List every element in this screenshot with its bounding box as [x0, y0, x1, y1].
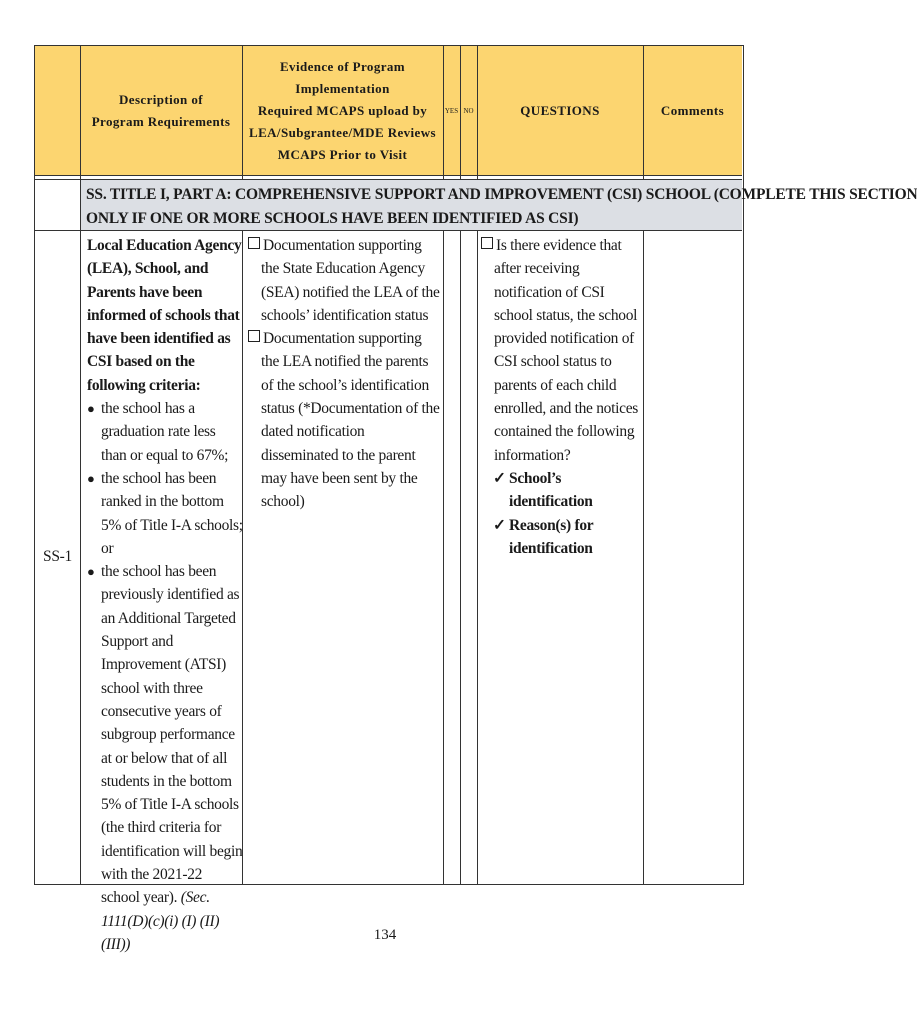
criteria-item: ● the school has been previously identified as an Additional Targeted Support and Improvement (ATSI) school with three consecutive years of subgroup performance at or below that of all students in the bottom 5% of Title I-A schools (the third criteria for identification will begin with the 2021-22 school year). (Sec. 1111(D)(c)(i) (I) (II) (III)) [87, 563, 243, 953]
question-cell [481, 234, 639, 560]
criteria-text: the school has been ranked in the bottom 5% of Title I-A schools; or [101, 469, 243, 557]
header-divider [35, 175, 742, 176]
col-line-4 [460, 46, 461, 180]
header-no [460, 46, 477, 176]
question-checklist [481, 467, 639, 560]
checklist-item [493, 467, 639, 514]
header-yes [443, 46, 460, 176]
col-line-5b [477, 230, 478, 884]
section-divider [35, 230, 742, 231]
header-questions [477, 46, 643, 176]
evidence-item-2 [248, 327, 440, 513]
col-line-3b [443, 230, 444, 884]
header-yes-label: YES [444, 107, 459, 115]
col-line-1 [80, 46, 81, 884]
checklist-item [493, 514, 639, 561]
row-id-label: SS-1 [43, 548, 72, 566]
checklist-text: Reason(s) for identification [509, 516, 594, 557]
header-evidence-line1: Evidence of Program [279, 59, 406, 74]
page-number: 134 [373, 927, 397, 943]
col-line-2 [242, 46, 243, 180]
checklist-text: School’s identification [509, 469, 593, 511]
requirement-cell [87, 234, 243, 956]
criteria-text: the school has a graduation rate less than or equal to 67%; [101, 400, 229, 464]
evidence-text: Documentation supporting the LEA notified the parents of the school’s identification status (*Documentation of the dated notification disseminated to the parent may have been sent by the school) [261, 330, 440, 511]
header-comments [643, 46, 742, 176]
col-line-3 [443, 46, 444, 180]
header-evidence-line5: MCAPS Prior to Visit [277, 147, 408, 162]
citation: (Sec. 1111(D)(c)(i) (I) (II) (III)) [101, 889, 220, 953]
checkbox-icon[interactable] [481, 237, 493, 249]
header-description [80, 46, 242, 176]
header-evidence-line3: Required MCAPS upload by [257, 103, 428, 118]
checkmark-icon: ✓ [493, 469, 506, 487]
criteria-text: the school has been previously identified as an Additional Targeted Support and Improvement (ATSI) school with three consecutive years of subgroup performance at or below that of all students in the bottom 5% of Title I-A schools (the third criteria for identification will begin with the 2021-22 school year). [101, 563, 243, 907]
evidence-cell [248, 234, 440, 514]
evidence-text: Documentation supporting the State Education Agency (SEA) notified the LEA of the schools’ identification status [261, 237, 440, 324]
requirement-intro: Local Education Agency (LEA), School, and Parents have been informed of schools that have been identified as CSI based on the following criteria: [87, 237, 242, 394]
header-questions-label: QUESTIONS [520, 103, 600, 118]
question-item [481, 234, 639, 467]
header-evidence [242, 46, 443, 176]
section-title-line2: ONLY IF ONE OR MORE SCHOOLS HAVE BEEN IDENTIFIED AS CSI) [86, 210, 579, 227]
checkbox-icon[interactable] [248, 237, 260, 249]
question-text: Is there evidence that after receiving notification of CSI school status, the school provided notification of CSI school status to parents of each child enrolled, and the notices contained the following information? [494, 237, 639, 464]
header-evidence-line4: LEA/Subgrantee/MDE Reviews [249, 125, 436, 140]
evidence-item-1 [248, 234, 440, 327]
comments-cell[interactable] [644, 231, 742, 884]
col-line-6 [643, 46, 644, 180]
header-col-id [35, 46, 80, 176]
header-comments-label: Comments [660, 103, 725, 118]
section-title [80, 180, 917, 230]
checkmark-icon: ✓ [493, 516, 506, 534]
col-line-4b [460, 230, 461, 884]
criteria-list [87, 397, 243, 956]
checkbox-icon[interactable] [248, 330, 260, 342]
header-description-line1: Description of [119, 92, 203, 107]
criteria-item: ● the school has been ranked in the bottom 5% of Title I-A schools; or [87, 469, 243, 557]
section-title-line1: SS. TITLE I, PART A: COMPREHENSIVE SUPPORT AND IMPROVEMENT (CSI) SCHOOL (COMPLETE THIS SECTION [86, 186, 917, 203]
header-description-line2: Program Requirements [91, 114, 231, 129]
criteria-item: ● the school has a graduation rate less than or equal to 67%; [87, 400, 229, 464]
header-no-label: NO [463, 107, 474, 115]
header-evidence-line2: Implementation [295, 81, 390, 96]
row-id [35, 230, 80, 884]
col-line-5 [477, 46, 478, 180]
